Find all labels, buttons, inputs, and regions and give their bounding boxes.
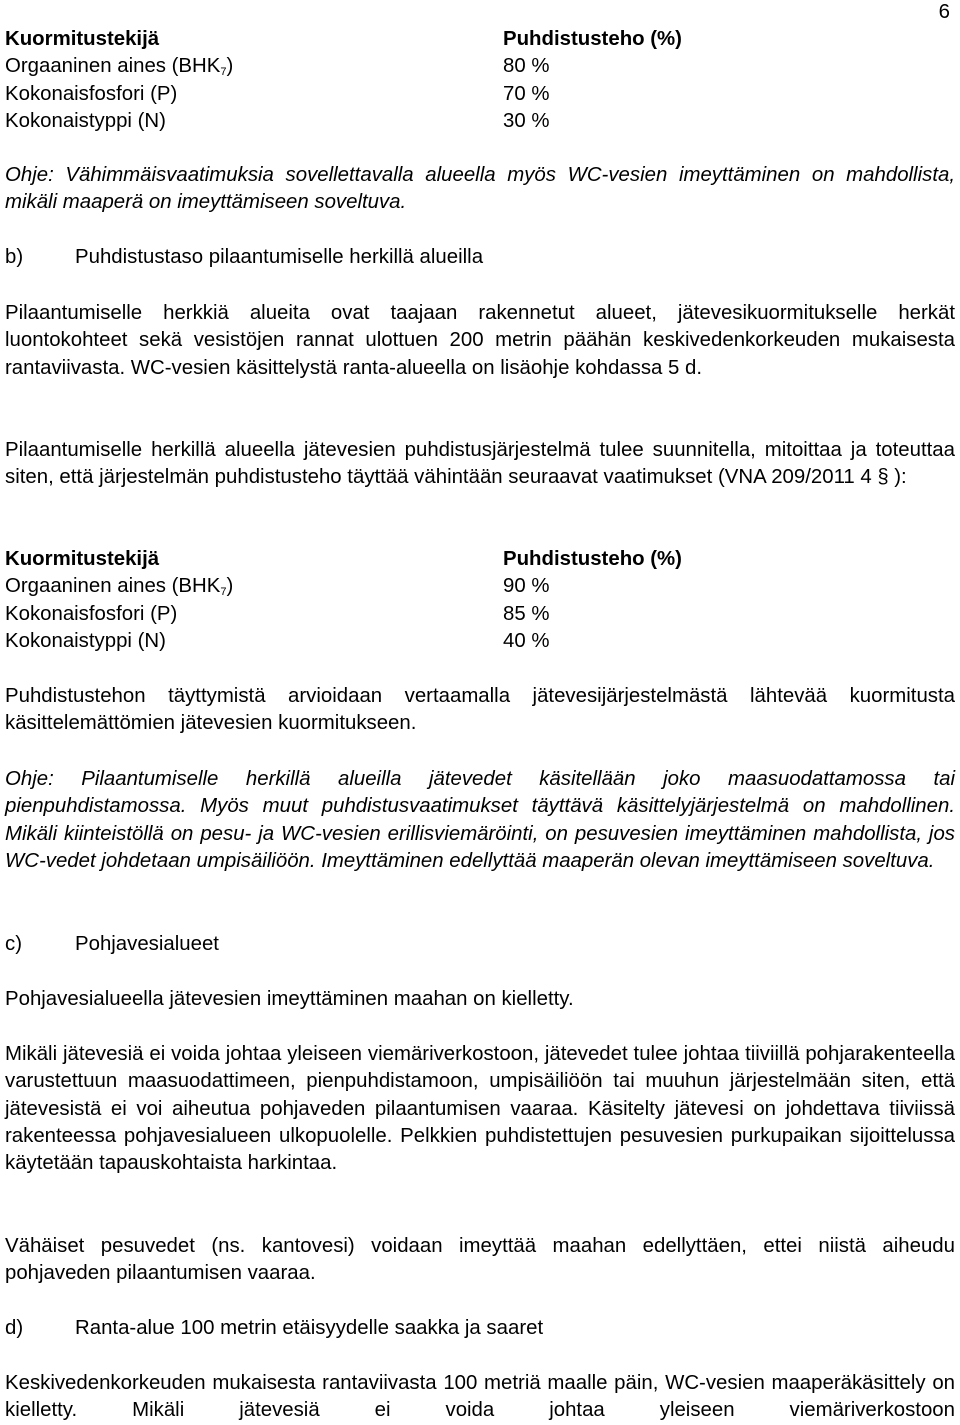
section-title: Pohjavesialueet xyxy=(75,933,219,955)
efficiency-value: 85 % xyxy=(503,602,550,625)
efficiency-value: 90 % xyxy=(503,575,550,598)
paragraph-groundwater-ban: Pohjavesialueella jätevesien imeyttäminen maahan on kielletty. xyxy=(5,988,574,1010)
column-header-efficiency: Puhdistusteho (%) xyxy=(503,28,682,50)
section-label: d) xyxy=(5,1317,24,1339)
load-factor-name: Kokonaisfosfori (P) xyxy=(5,82,178,105)
table-header xyxy=(5,26,705,53)
section-title: Ranta-alue 100 metrin etäisyydelle saakka ja saaret xyxy=(75,1317,544,1339)
section-symbol: § xyxy=(877,466,889,489)
table-header xyxy=(5,546,705,573)
paragraph-sensitive-areas: Pilaantumiselle herkkiä alueita ovat taajaan rakennetut alueet, jätevesikuormitukselle herkät luontokohteet sekä vesistöjen rannat ulottuen 200 metrin päähän keskivedenkorkeuden mukaisesta rantaviivasta. WC-vesien käsittelystä ranta-alueella on lisäohje kohdassa 5 d. xyxy=(5,302,955,379)
section-c-heading xyxy=(5,931,219,958)
efficiency-value: 30 % xyxy=(503,109,550,132)
column-header-efficiency: Puhdistusteho (%) xyxy=(503,548,682,570)
column-header-load-factor: Kuormitustekijä xyxy=(5,28,160,50)
load-factor-name: Kokonaistyppi (N) xyxy=(5,109,166,132)
section-d-heading xyxy=(5,1315,543,1342)
paragraph-shore-area: Keskivedenkorkeuden mukaisesta rantaviivasta 100 metriä maalle päin, WC-vesien maaperäkäsittely on kielletty. Mikäli jätevesiä ei voida johtaa yleiseen viemäriverkostoon xyxy=(5,1372,955,1422)
table-row xyxy=(5,108,705,135)
table-row xyxy=(5,53,705,80)
table-row xyxy=(5,573,705,600)
efficiency-value: 40 % xyxy=(503,629,550,652)
table-row xyxy=(5,628,705,655)
table-row xyxy=(5,601,705,628)
section-title: Puhdistustaso pilaantumiselle herkillä alueilla xyxy=(75,246,484,268)
page-number: 6 xyxy=(938,1,950,23)
efficiency-value: 80 % xyxy=(503,55,550,78)
section-b-heading xyxy=(5,244,483,271)
paragraph-groundwater-treatment: Mikäli jätevesiä ei voida johtaa yleiseen viemäriverkostoon, jätevedet tulee johtaa tiiviillä pohjarakenteella varustettuun maasuodattimeen, pienpuhdistamoon, umpisäiliöön tai muuhun järjestelmään siten, että jätevesistä ei voi aiheutua pohjaveden pilaantumisen vaaraa. Käsitelty jätevesi on johdettava tiiviissä rakenteessa pohjavesialueen ulkopuolelle. Pelkkien puhdistettujen pesuvesien purkupaikan sijoittelussa käytetään tapauskohtaista harkintaa. xyxy=(5,1043,955,1175)
paragraph-minor-washwater: Vähäiset pesuvedet (ns. kantovesi) voidaan imeyttää maahan edellyttäen, ettei niistä aiheudu pohjaveden pilaantumisen vaaraa. xyxy=(5,1235,955,1285)
section-label: b) xyxy=(5,246,24,268)
load-factor-name: Kokonaistyppi (N) xyxy=(5,629,166,652)
purification-table-1 xyxy=(5,26,705,135)
purification-table-2 xyxy=(5,546,705,655)
load-factor-name: Kokonaisfosfori (P) xyxy=(5,602,178,625)
section-label: c) xyxy=(5,933,22,955)
load-factor-name: Orgaaninen aines $(BHK_7)$ xyxy=(5,55,234,79)
load-factor-name: Orgaaninen aines $(BHK_7)$ xyxy=(5,575,234,599)
table-row xyxy=(5,81,705,108)
instruction-note-1: Ohje: Vähimmäisvaatimuksia sovellettavalla alueella myös WC-vesien imeyttäminen on mahdollista, mikäli maaperä on imeyttämiseen soveltuva. xyxy=(5,164,955,214)
instruction-note-2: Ohje: Pilaantumiselle herkillä alueilla jätevedet käsitellään joko maasuodattamossa tai pienpuhdistamossa. Myös muut puhdistusvaatimukset täyttävä käsittelyjärjestelmä on mahdollinen. Mikäli kiinteistöllä on pesu- ja WC-vesien erillisviemäröinti, on pesuvesien imeyttäminen mahdollista, jos WC-vedet johdetaan umpisäiliöön. Imeyttäminen edellyttää maaperän olevan imeyttämiseen soveltuva. xyxy=(5,768,955,872)
paragraph-requirements: Pilaantumiselle herkillä alueella jätevesien puhdistusjärjestelmä tulee suunnitella, mitoittaa ja toteuttaa siten, että järjestelmän puhdistusteho täyttää vähintään seuraavat vaatimukset (VNA 209/2011 4 § ): xyxy=(5,437,955,492)
paragraph-efficiency-assessment: Puhdistustehon täyttymistä arvioidaan vertaamalla jätevesijärjestelmästä lähtevää kuormitusta käsittelemättömien jätevesien kuormitukseen. xyxy=(5,685,955,735)
column-header-load-factor: Kuormitustekijä xyxy=(5,548,160,570)
efficiency-value: 70 % xyxy=(503,82,550,105)
